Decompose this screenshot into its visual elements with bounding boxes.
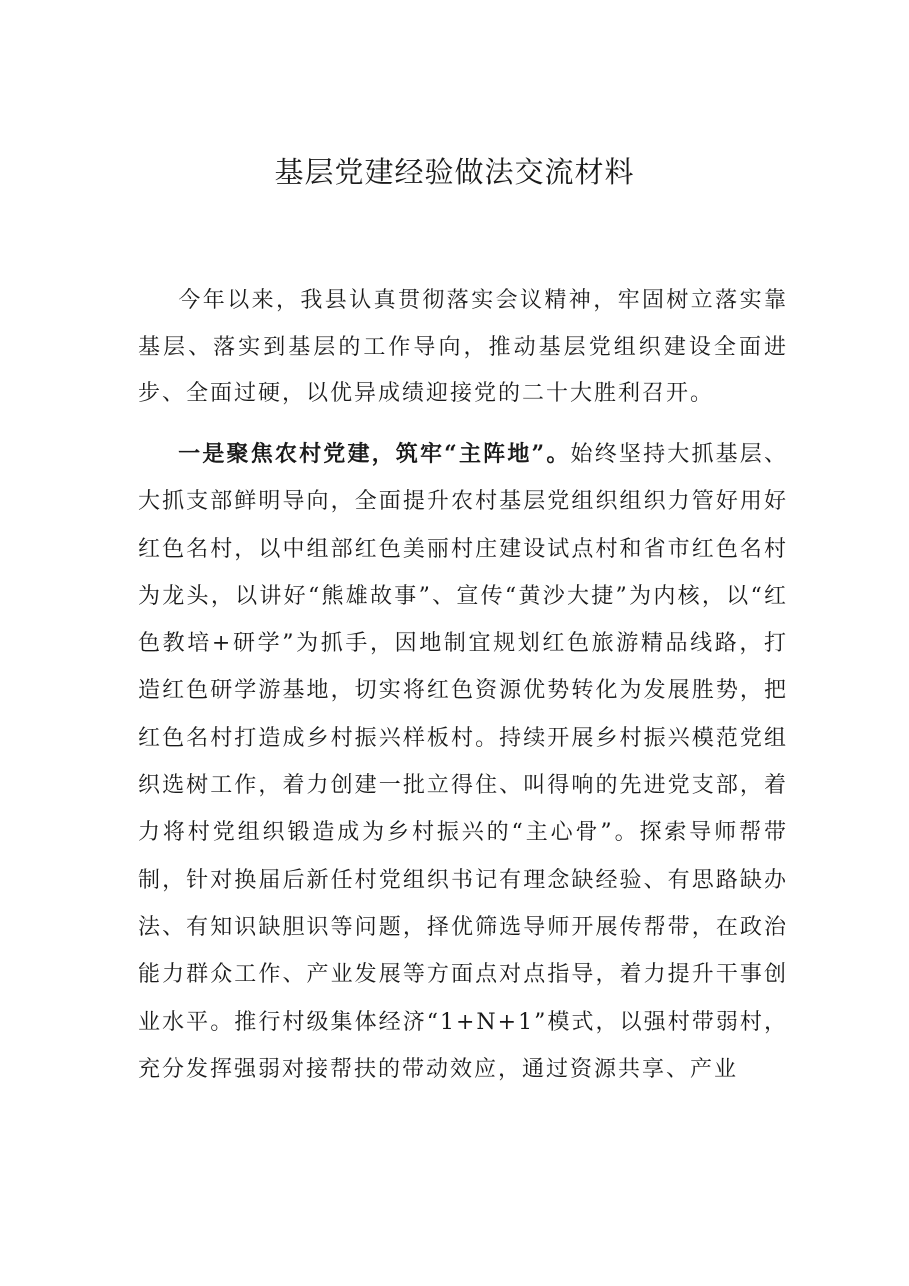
paragraph-lead-heading: 一是聚焦农村党建，筑牢“主阵地”。 [178, 441, 571, 467]
document-title: 基层党建经验做法交流材料 [274, 155, 635, 189]
paragraph-body-text: 始终坚持大抓基层、大抓支部鲜明导向，全面提升农村基层党组织组织力管好用好红色名村，以中组部红色美丽村庄建设试点村和省市红色名村为龙头，以讲好“熊雄故事”、宣传“黄沙大捷”为内核，以“红色教培+研学”为抓手，因地制宜规划红色旅游精品线路，打造红色研学游基地，切实将红色资源优势转化为发展胜势，把红色名村打造成乡村振兴样板村。持续开展乡村振兴模范党组织选树工作，着力创建一批立得住、叫得响的先进党支部，着力将村党组织锻造成为乡村振兴的“主心骨”。探索导师帮带制，针对换届后新任村党组织书记有理念缺经验、有思路缺办法、有知识缺胆识等问题，择优筛选导师开展传帮带，在政治能力群众工作、产业发展等方面点对点指导，着力提升干事创业水平。推行村级集体经济“1+N+1”模式，以强村带弱村，充分发挥强弱对接帮扶的带动效应，通过资源共享、产业 [138, 442, 788, 1082]
paragraph-intro-text: 今年以来，我县认真贯彻落实会议精神，牢固树立落实靠基层、落实到基层的工作导向，推动基层党组织建设全面进步、全面过硬，以优异成绩迎接党的二十大胜利召开。 [138, 288, 788, 406]
paragraph-rural-party-building [138, 431, 788, 1093]
paragraph-intro [138, 278, 788, 418]
